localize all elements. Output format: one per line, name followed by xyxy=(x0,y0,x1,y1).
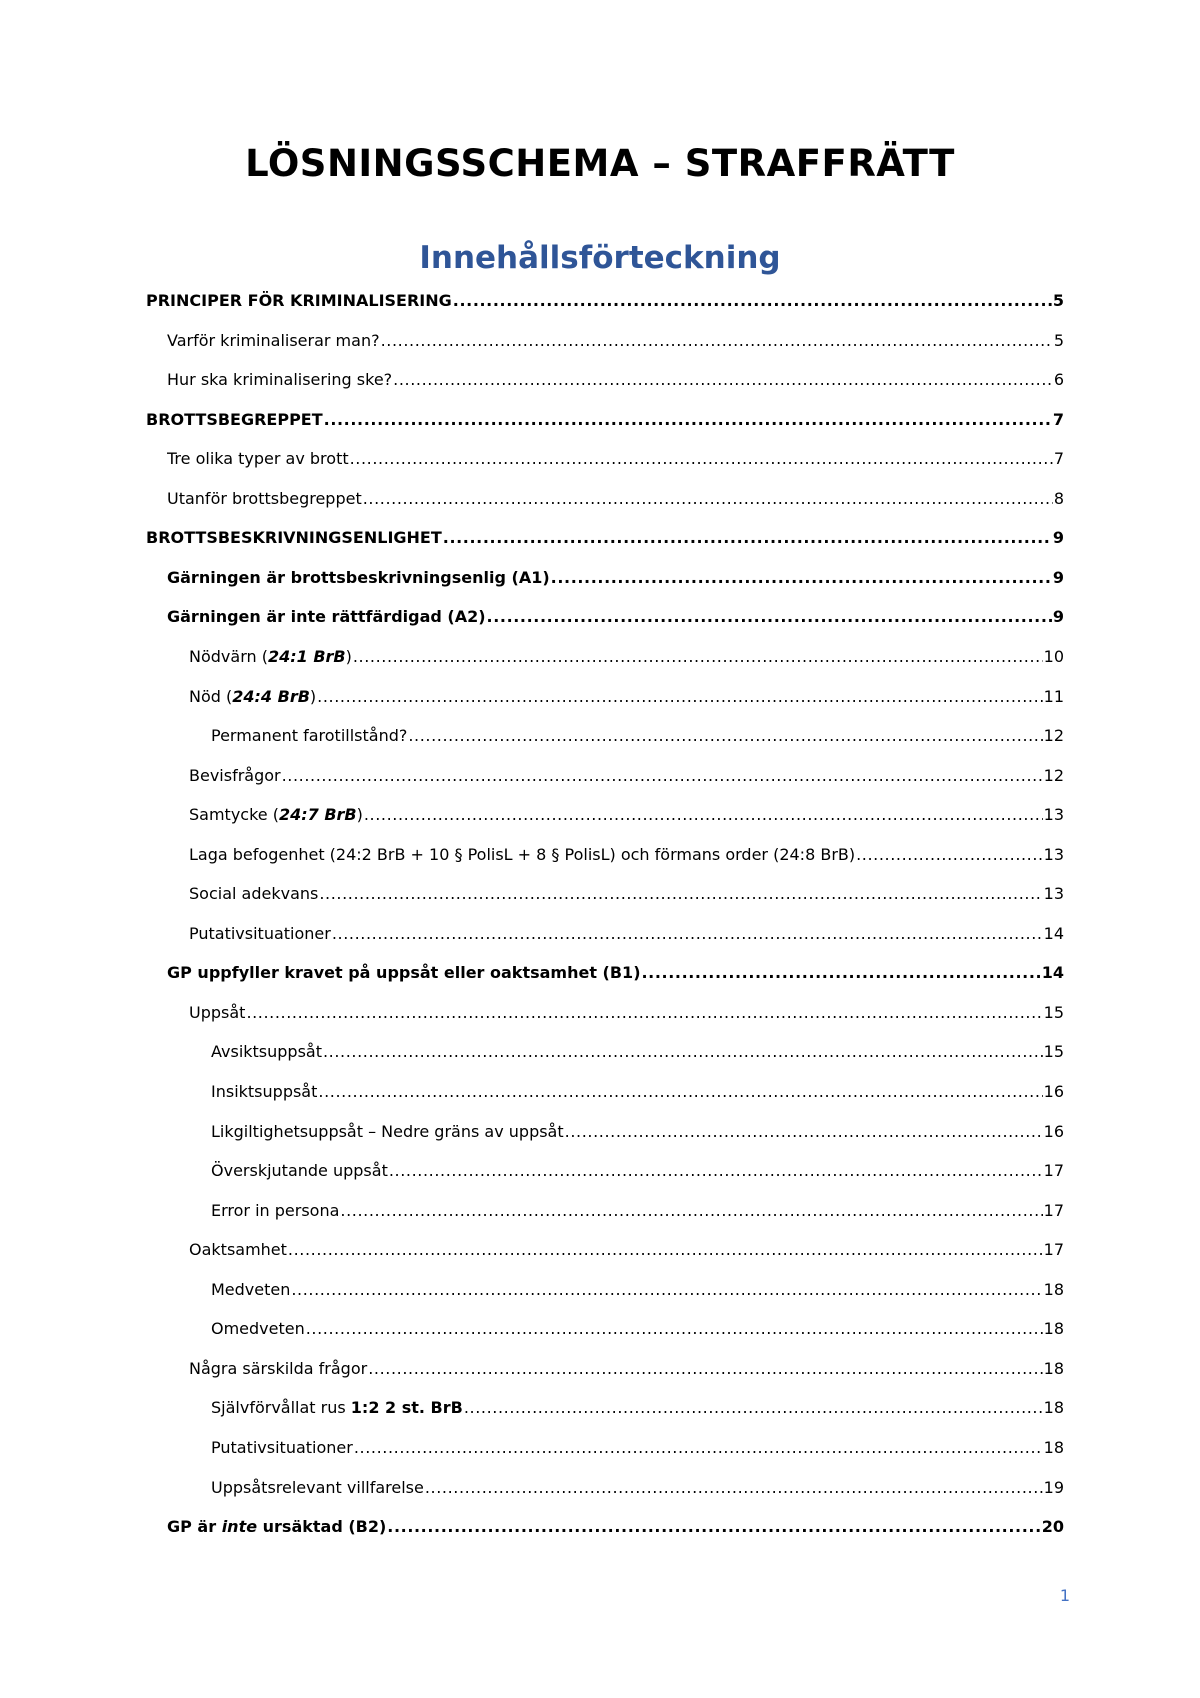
toc-dot-leader xyxy=(363,487,1053,511)
toc-dot-leader xyxy=(332,922,1043,946)
toc-entry[interactable] xyxy=(189,882,1064,906)
toc-entry-label: Varför kriminaliserar man? xyxy=(167,331,380,350)
toc-dot-leader xyxy=(425,1476,1043,1500)
toc-entry-label: Utanför brottsbegreppet xyxy=(167,489,362,508)
toc-entry-label: Medveten xyxy=(211,1280,291,1299)
toc-entry-label: Samtycke (24:7 BrB) xyxy=(189,805,363,824)
toc-entry-label: Tre olika typer av brott xyxy=(167,449,349,468)
toc-page-number: 6 xyxy=(1053,370,1064,389)
toc-page-number: 9 xyxy=(1052,607,1064,626)
toc-entry[interactable] xyxy=(211,1396,1064,1420)
toc-page-number: 11 xyxy=(1043,687,1064,706)
toc-entry[interactable] xyxy=(211,1278,1064,1302)
toc-page-number: 8 xyxy=(1053,489,1064,508)
toc-page-number: 14 xyxy=(1043,924,1064,943)
toc-page-number: 17 xyxy=(1043,1240,1064,1259)
toc-entry-label: BROTTSBEGREPPET xyxy=(146,410,323,429)
toc-entry[interactable] xyxy=(211,1199,1064,1223)
toc-page-number: 17 xyxy=(1043,1161,1064,1180)
toc-entry-label: Omedveten xyxy=(211,1319,305,1338)
toc-dot-leader xyxy=(856,843,1043,867)
toc-entry[interactable] xyxy=(211,1436,1064,1460)
toc-page-number: 16 xyxy=(1043,1082,1064,1101)
toc-dot-leader xyxy=(368,1357,1042,1381)
toc-dot-leader xyxy=(246,1001,1042,1025)
toc-entry-label: Nödvärn (24:1 BrB) xyxy=(189,647,352,666)
toc-page-number: 18 xyxy=(1043,1438,1064,1457)
toc-page-number: 12 xyxy=(1043,726,1064,745)
toc-page-number: 17 xyxy=(1043,1201,1064,1220)
toc-entry-label: Likgiltighetsuppsåt – Nedre gräns av uppsåt xyxy=(211,1122,564,1141)
toc-entry[interactable] xyxy=(189,922,1064,946)
toc-dot-leader xyxy=(288,1238,1043,1262)
toc-dot-leader xyxy=(353,645,1043,669)
toc-page-number: 20 xyxy=(1041,1517,1064,1536)
toc-entry[interactable] xyxy=(211,1120,1064,1144)
toc-page-number: 18 xyxy=(1043,1280,1064,1299)
toc-dot-leader xyxy=(393,368,1053,392)
toc-dot-leader xyxy=(487,605,1052,629)
toc-page-number: 18 xyxy=(1043,1398,1064,1417)
toc-page-number: 12 xyxy=(1043,766,1064,785)
toc-entry-label: Några särskilda frågor xyxy=(189,1359,368,1378)
toc-entry[interactable] xyxy=(167,1515,1064,1539)
toc-entry-label: Oaktsamhet xyxy=(189,1240,287,1259)
toc-page-number: 13 xyxy=(1043,805,1064,824)
toc-dot-leader xyxy=(453,289,1052,313)
toc-dot-leader xyxy=(443,526,1052,550)
toc-entry[interactable] xyxy=(189,685,1064,709)
toc-entry[interactable] xyxy=(189,803,1064,827)
toc-entry[interactable] xyxy=(211,724,1064,748)
toc-entry[interactable] xyxy=(167,368,1064,392)
toc-page-number: 13 xyxy=(1043,884,1064,903)
toc-entry[interactable] xyxy=(167,961,1064,985)
toc-entry-label: BROTTSBESKRIVNINGSENLIGHET xyxy=(146,528,442,547)
toc-entry[interactable] xyxy=(146,526,1064,550)
toc-page-number: 13 xyxy=(1043,845,1064,864)
page-number: 1 xyxy=(1059,1586,1070,1605)
toc-page-number: 15 xyxy=(1043,1042,1064,1061)
toc-entry[interactable] xyxy=(211,1080,1064,1104)
toc-entry[interactable] xyxy=(189,645,1064,669)
toc-page-number: 5 xyxy=(1053,331,1064,350)
toc-dot-leader xyxy=(282,764,1043,788)
toc-entry[interactable] xyxy=(146,289,1064,313)
toc-entry-label: Gärningen är inte rättfärdigad (A2) xyxy=(167,607,486,626)
toc-dot-leader xyxy=(642,961,1041,985)
toc-page-number: 9 xyxy=(1052,568,1064,587)
toc-entry-label: Nöd (24:4 BrB) xyxy=(189,687,317,706)
toc-dot-leader xyxy=(340,1199,1042,1223)
toc-page-number: 18 xyxy=(1043,1359,1064,1378)
toc-entry-label: Avsiktsuppsåt xyxy=(211,1042,322,1061)
toc-dot-leader xyxy=(354,1436,1043,1460)
toc-entry[interactable] xyxy=(189,1357,1064,1381)
toc-entry[interactable] xyxy=(167,447,1064,471)
toc-entry[interactable] xyxy=(189,764,1064,788)
toc-entry[interactable] xyxy=(146,408,1064,432)
toc-entry[interactable] xyxy=(189,1001,1064,1025)
toc-entry[interactable] xyxy=(167,605,1064,629)
toc-entry-label: Laga befogenhet (24:2 BrB + 10 § PolisL + 8 § PolisL) och förmans order (24:8 BrB) xyxy=(189,845,856,864)
toc-dot-leader xyxy=(408,724,1042,748)
toc-dot-leader xyxy=(306,1317,1043,1341)
toc-page-number: 14 xyxy=(1041,963,1064,982)
toc-dot-leader xyxy=(319,882,1042,906)
toc-entry-label: GP är inte ursäktad (B2) xyxy=(167,1517,387,1536)
toc-entry-label: Insiktsuppsåt xyxy=(211,1082,318,1101)
toc-entry-label: Putativsituationer xyxy=(211,1438,353,1457)
toc-entry-label: Överskjutande uppsåt xyxy=(211,1161,388,1180)
toc-dot-leader xyxy=(464,1396,1043,1420)
toc-page-number: 7 xyxy=(1052,410,1064,429)
toc-entry[interactable] xyxy=(189,1238,1064,1262)
toc-dot-leader xyxy=(350,447,1053,471)
toc-entry[interactable] xyxy=(211,1476,1064,1500)
toc-dot-leader xyxy=(324,408,1052,432)
toc-entry[interactable] xyxy=(211,1317,1064,1341)
toc-entry[interactable] xyxy=(167,566,1064,590)
toc-page-number: 19 xyxy=(1043,1478,1064,1497)
toc-entry-label: Permanent farotillstånd? xyxy=(211,726,408,745)
toc-page-number: 5 xyxy=(1052,291,1064,310)
toc-entry-label: GP uppfyller kravet på uppsåt eller oaktsamhet (B1) xyxy=(167,963,641,982)
toc-entry[interactable] xyxy=(211,1040,1064,1064)
toc-dot-leader xyxy=(291,1278,1042,1302)
toc-entry[interactable] xyxy=(167,487,1064,511)
toc-dot-leader xyxy=(364,803,1043,827)
toc-dot-leader xyxy=(323,1040,1043,1064)
toc-dot-leader xyxy=(551,566,1052,590)
toc-entry-label: Social adekvans xyxy=(189,884,319,903)
toc-dot-leader xyxy=(389,1159,1043,1183)
toc-page-number: 7 xyxy=(1053,449,1064,468)
toc-page-number: 15 xyxy=(1043,1003,1064,1022)
toc-heading: Innehållsförteckning xyxy=(419,240,781,276)
toc-entry-label: Uppsåt xyxy=(189,1003,246,1022)
toc-entry-label: Bevisfrågor xyxy=(189,766,281,785)
toc-dot-leader xyxy=(381,329,1053,353)
toc-entry-label: Hur ska kriminalisering ske? xyxy=(167,370,393,389)
toc-entry[interactable] xyxy=(167,329,1064,353)
document-title: LÖSNINGSSCHEMA – STRAFFRÄTT xyxy=(245,142,955,185)
toc-dot-leader xyxy=(387,1515,1040,1539)
toc-entry[interactable] xyxy=(211,1159,1064,1183)
toc-dot-leader xyxy=(565,1120,1043,1144)
toc-entry-label: Gärningen är brottsbeskrivningsenlig (A1) xyxy=(167,568,550,587)
toc-entry-label: Error in persona xyxy=(211,1201,340,1220)
toc-entry-label: PRINCIPER FÖR KRIMINALISERING xyxy=(146,291,452,310)
toc-entry-label: Självförvållat rus 1:2 2 st. BrB xyxy=(211,1398,463,1417)
toc-entry-label: Uppsåtsrelevant villfarelse xyxy=(211,1478,424,1497)
toc-dot-leader xyxy=(317,685,1042,709)
toc-dot-leader xyxy=(318,1080,1042,1104)
toc-entry[interactable] xyxy=(189,843,1064,867)
toc-page-number: 9 xyxy=(1052,528,1064,547)
toc-page-number: 16 xyxy=(1043,1122,1064,1141)
toc-page-number: 18 xyxy=(1043,1319,1064,1338)
toc-entry-label: Putativsituationer xyxy=(189,924,331,943)
toc-page-number: 10 xyxy=(1043,647,1064,666)
